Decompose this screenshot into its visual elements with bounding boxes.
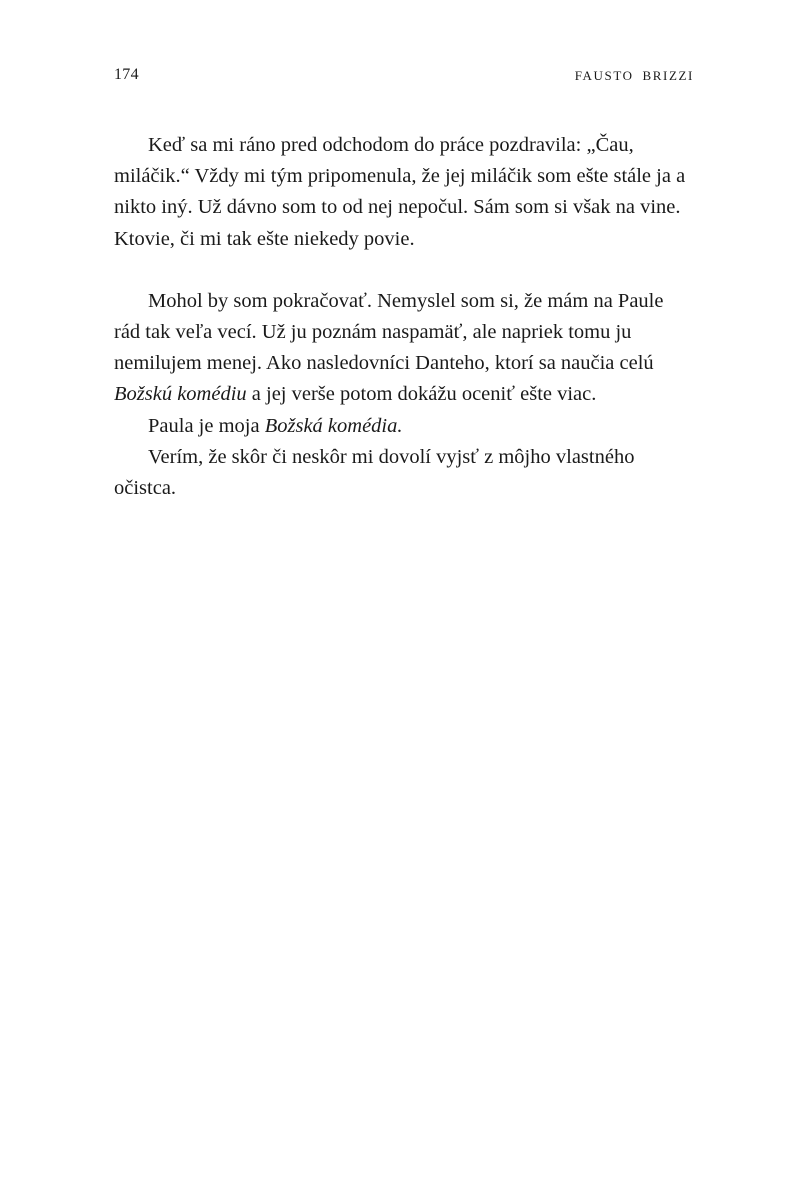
page-number: 174 [114,66,139,83]
paragraph-4-text: Verím, že skôr či neskôr mi dovolí vyjsť z môjho vlastného očistca. [114,445,635,500]
running-title-author: FAUSTO BRIZZI [574,68,694,83]
paragraph-2 [114,286,694,411]
running-head [114,66,694,90]
paragraph-3-book-title: Božská komédia. [264,414,403,437]
paragraph-4 [114,442,694,504]
paragraph-1-text: Keď sa mi ráno pred odchodom do práce pozdravila: „Čau, miláčik.“ Vždy mi tým pripomenula, že jej miláčik som ešte stále ja a nikto iný. Už dávno som to od nej nepočul. Sám som si však na vine. Ktovie, či mi tak ešte niekedy povie. [114,134,686,250]
paragraph-3-text: Paula je moja [148,414,265,437]
section-break [114,255,694,286]
body-text [114,130,694,504]
paragraph-2-text-a: Mohol by som pokračovať. Nemyslel som si, že mám na Paule rád tak veľa vecí. Už ju poznám naspamäť, ale napriek tomu ju nemilujem menej. Ako nasledovníci Danteho, ktorí sa naučia celú [114,289,664,375]
paragraph-2-book-title: Božskú komédiu [114,383,247,406]
paragraph-3 [114,411,694,442]
paragraph-2-text-b: a jej verše potom dokážu oceniť ešte viac. [246,383,597,406]
paragraph-1 [114,130,694,255]
